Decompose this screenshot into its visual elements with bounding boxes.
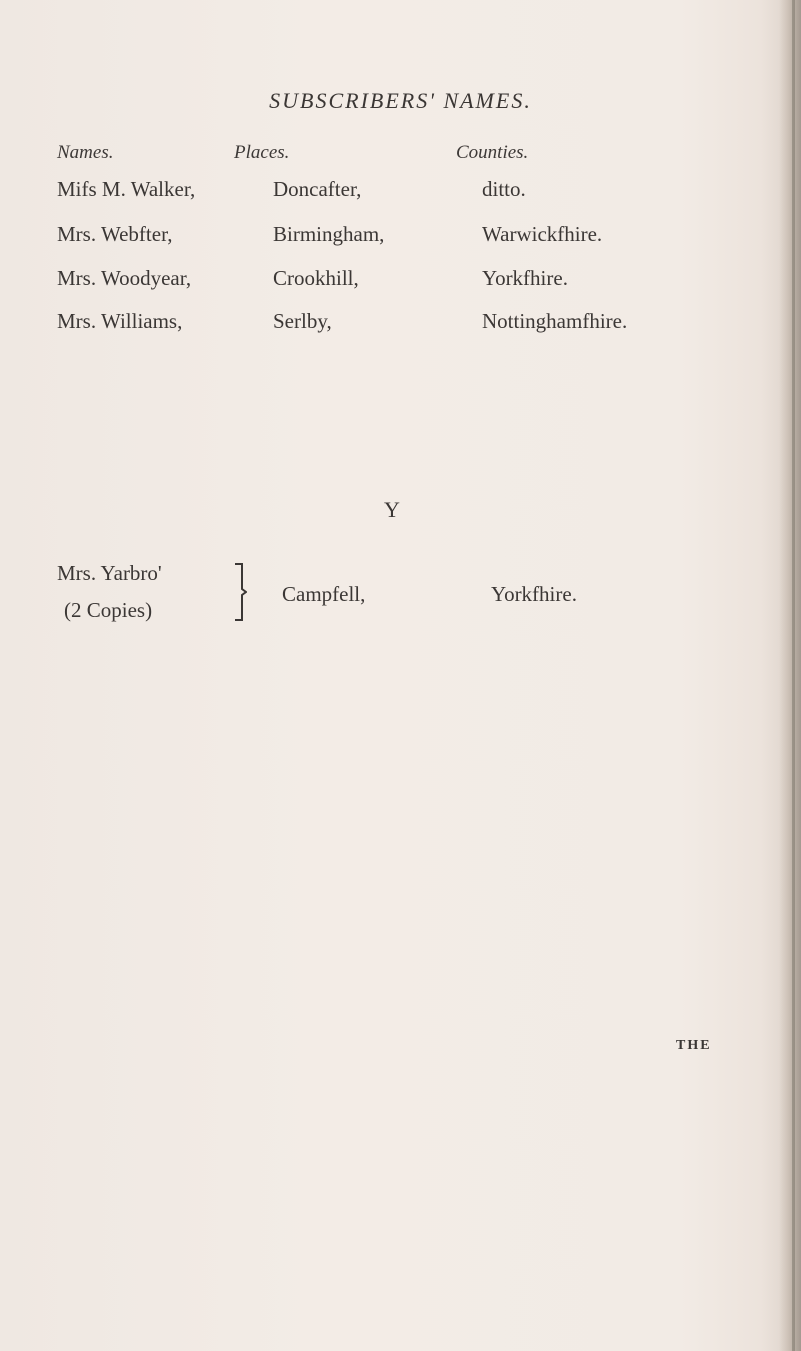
column-header-names: Names. xyxy=(57,142,114,163)
subscriber-county: Yorkfhire. xyxy=(482,266,568,290)
section-letter-heading: Y xyxy=(384,497,400,522)
subscriber-place: Doncafter, xyxy=(273,177,362,201)
page-edge-shadow xyxy=(779,0,801,1351)
subscriber-county: Yorkfhire. xyxy=(491,582,577,606)
subscriber-county: ditto. xyxy=(482,177,526,201)
subscriber-place: Crookhill, xyxy=(273,266,359,290)
column-header-places: Places. xyxy=(234,142,290,163)
subscriber-name: Mrs. Williams, xyxy=(57,309,183,333)
column-header-counties: Counties. xyxy=(456,142,529,163)
page-edge-line xyxy=(792,0,795,1351)
subscriber-county: Warwickfhire. xyxy=(482,222,603,246)
subscriber-place: Serlby, xyxy=(273,309,332,333)
catchword: THE xyxy=(676,1038,712,1053)
subscriber-name-line2: (2 Copies) xyxy=(64,598,153,622)
subscriber-county: Nottinghamfhire. xyxy=(482,309,628,333)
subscriber-place: Campfell, xyxy=(282,582,366,606)
page-title: SUBSCRIBERS' NAMES. xyxy=(269,88,532,113)
brace-icon xyxy=(233,562,247,622)
subscriber-name-line1: Mrs. Yarbro' xyxy=(57,561,162,585)
subscriber-place: Birmingham, xyxy=(273,222,385,246)
subscriber-name: Mifs M. Walker, xyxy=(57,177,196,201)
subscriber-name: Mrs. Webfter, xyxy=(57,222,173,246)
subscriber-name: Mrs. Woodyear, xyxy=(57,266,192,290)
